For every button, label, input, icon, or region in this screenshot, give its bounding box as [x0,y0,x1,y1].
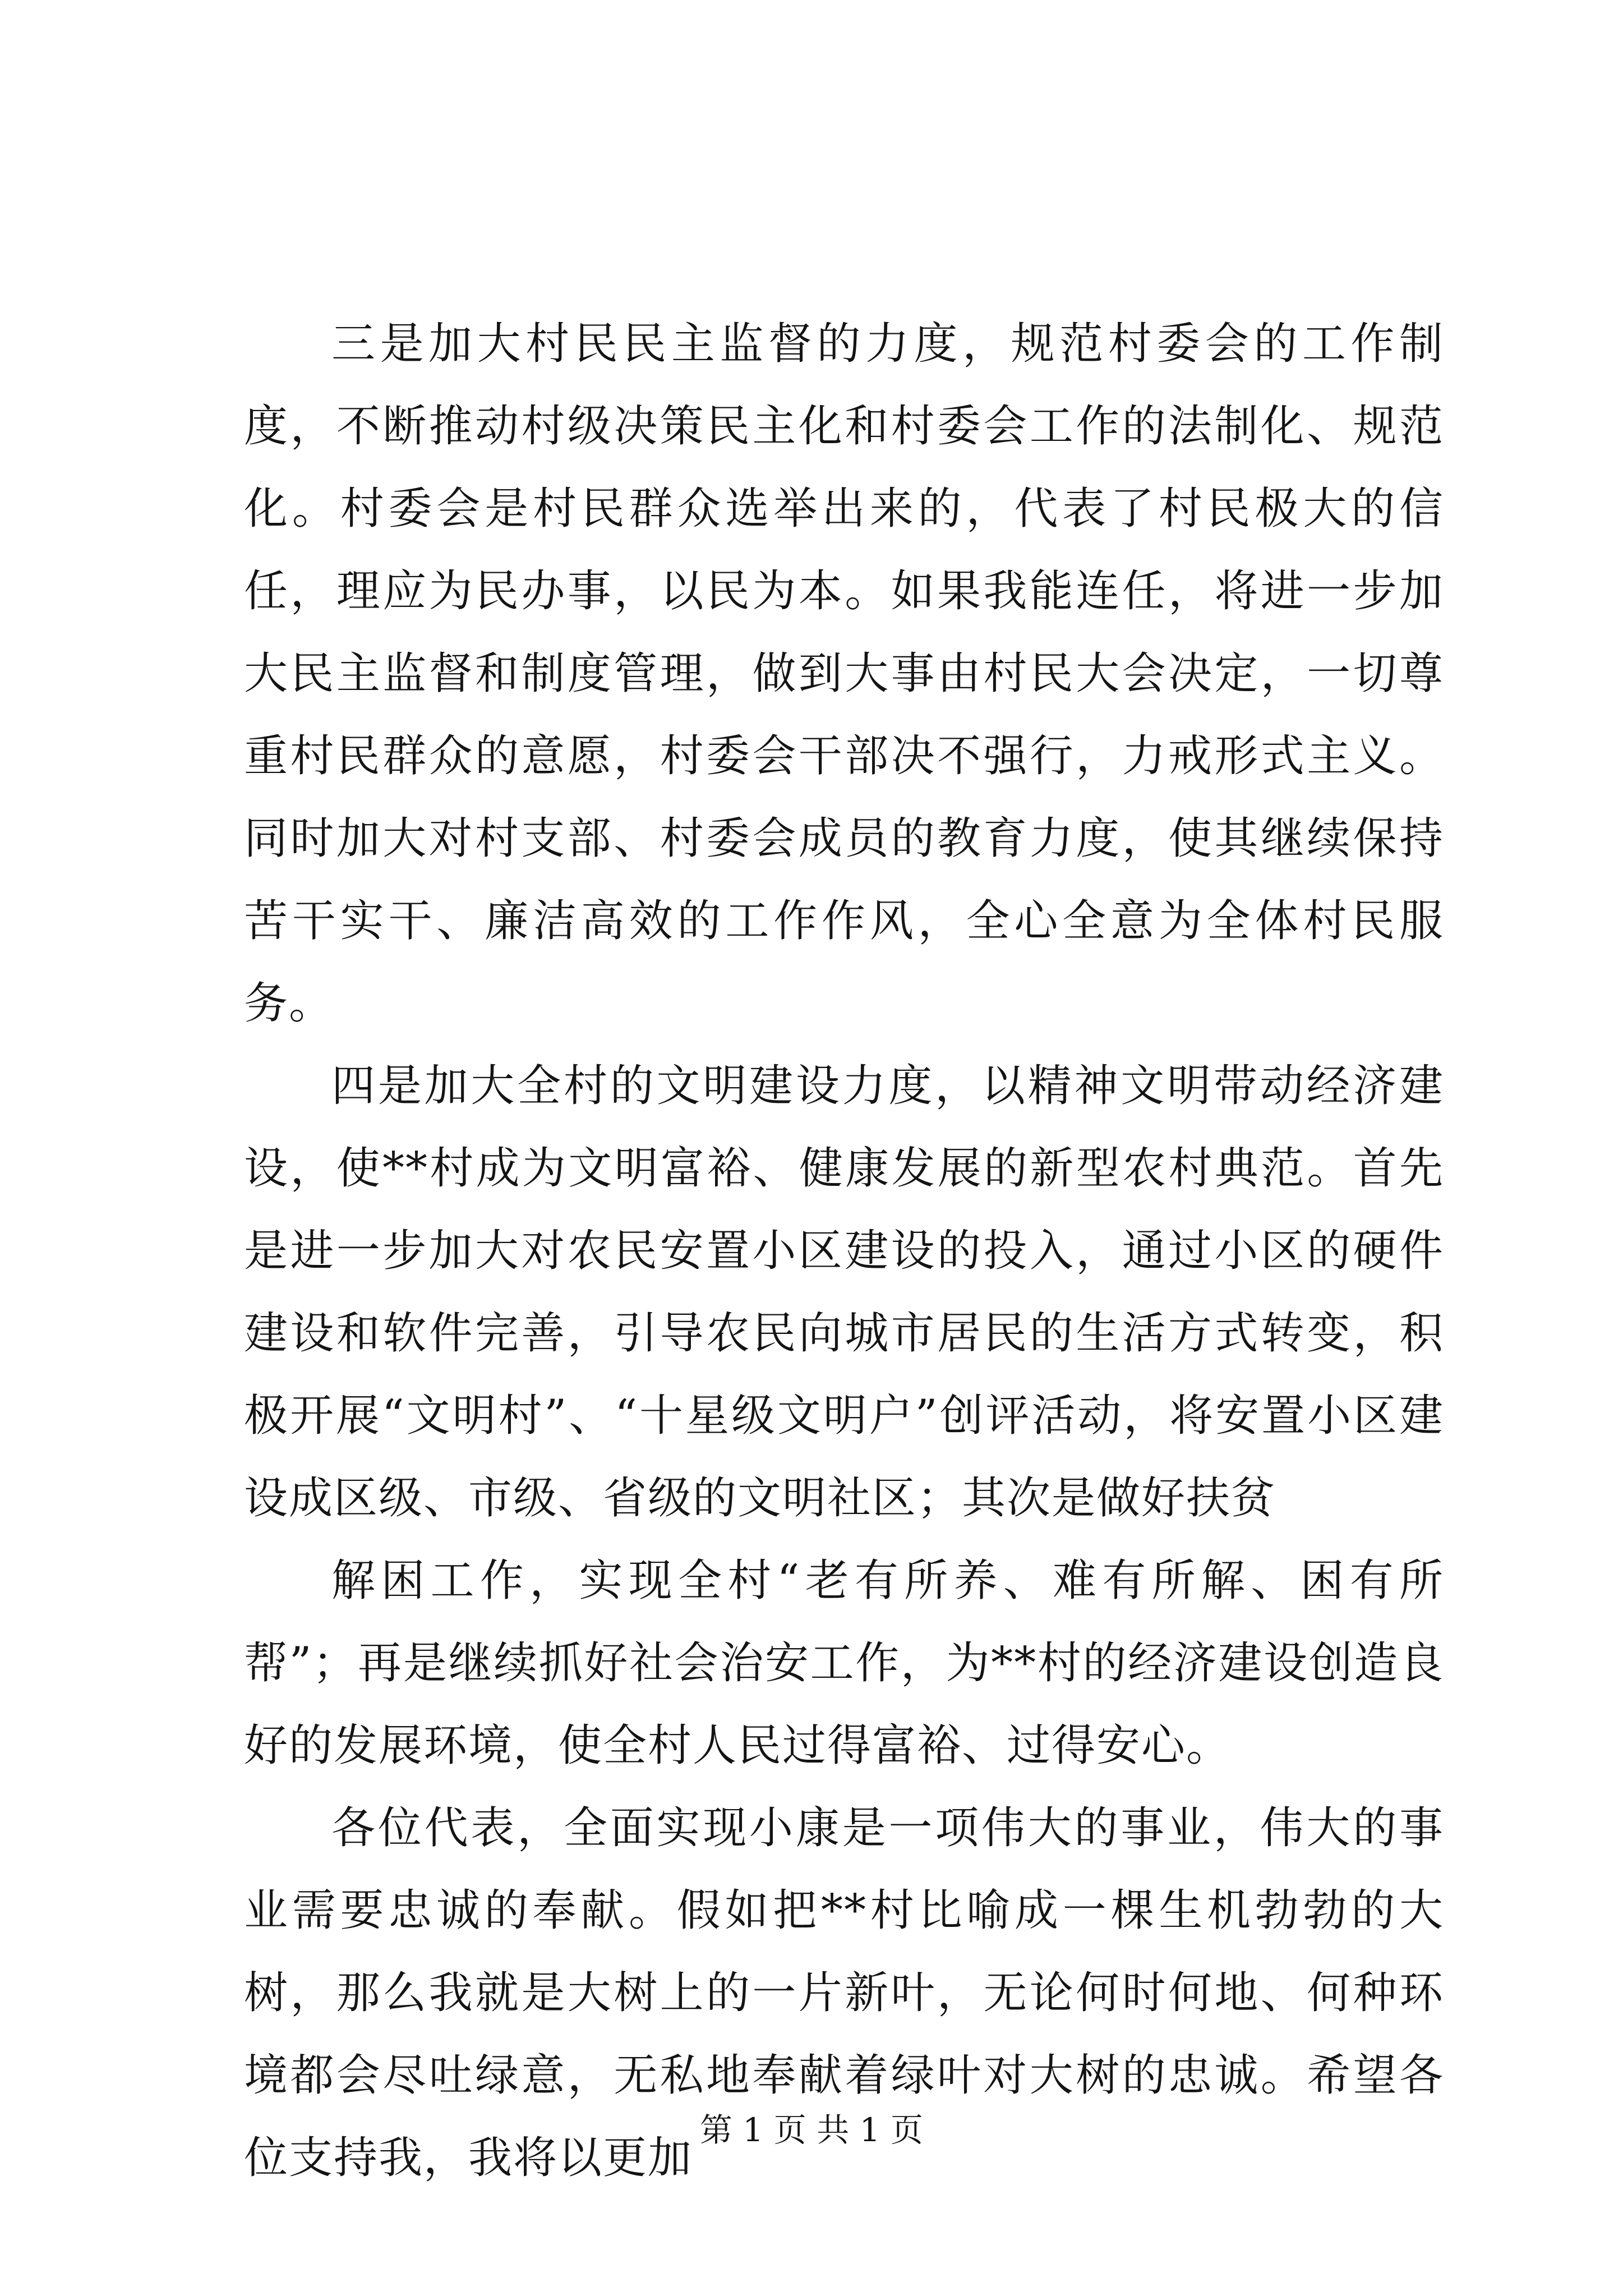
paragraph-poverty-relief: 解困工作，实现全村“老有所养、难有所解、困有所帮”；再是继续抓好社会治安工作，为**村的经济建设创造良好的发展环境，使全村人民过得富裕、过得安心。 [244,1556,1444,1771]
page-number-footer: 第 1 页 共 1 页 [700,2111,923,2149]
paragraph-civilization: 四是加大全村的文明建设力度，以精神文明带动经济建设，使**村成为文明富裕、健康发展的新型农村典范。首先是进一步加大对农民安置小区建设的投入，通过小区的硬件建设和软件完善，引导农民向城市居民的生活方式转变，积极开展“文明村”、“十星级文明户”创评活动，将安置小区建设成区级、市级、省级的文明社区；其次是做好扶贫 [244,1061,1444,1524]
paragraph-supervision: 三是加大村民民主监督的力度，规范村委会的工作制度，不断推动村级决策民主化和村委会工作的法制化、规范化。村委会是村民群众选举出来的，代表了村民极大的信任，理应为民办事，以民为本。如果我能连任，将进一步加大民主监督和制度管理，做到大事由村民大会决定，一切尊重村民群众的意愿，村委会干部决不强行，力戒形式主义。同时加大对村支部、村委会成员的教育力度，使其继续保持苦干实干、廉洁高效的工作作风，全心全意为全体村民服务。 [244,319,1444,1029]
paragraph-closing: 各位代表，全面实现小康是一项伟大的事业，伟大的事业需要忠诚的奉献。假如把**村比喻成一棵生机勃勃的大树，那么我就是大树上的一片新叶，无论何时何地、何种环境都会尽吐绿意，无私地奉献着绿叶对大树的忠诚。希望各位支持我，我将以更加 [244,1803,1444,2183]
document-body [244,303,1444,2200]
